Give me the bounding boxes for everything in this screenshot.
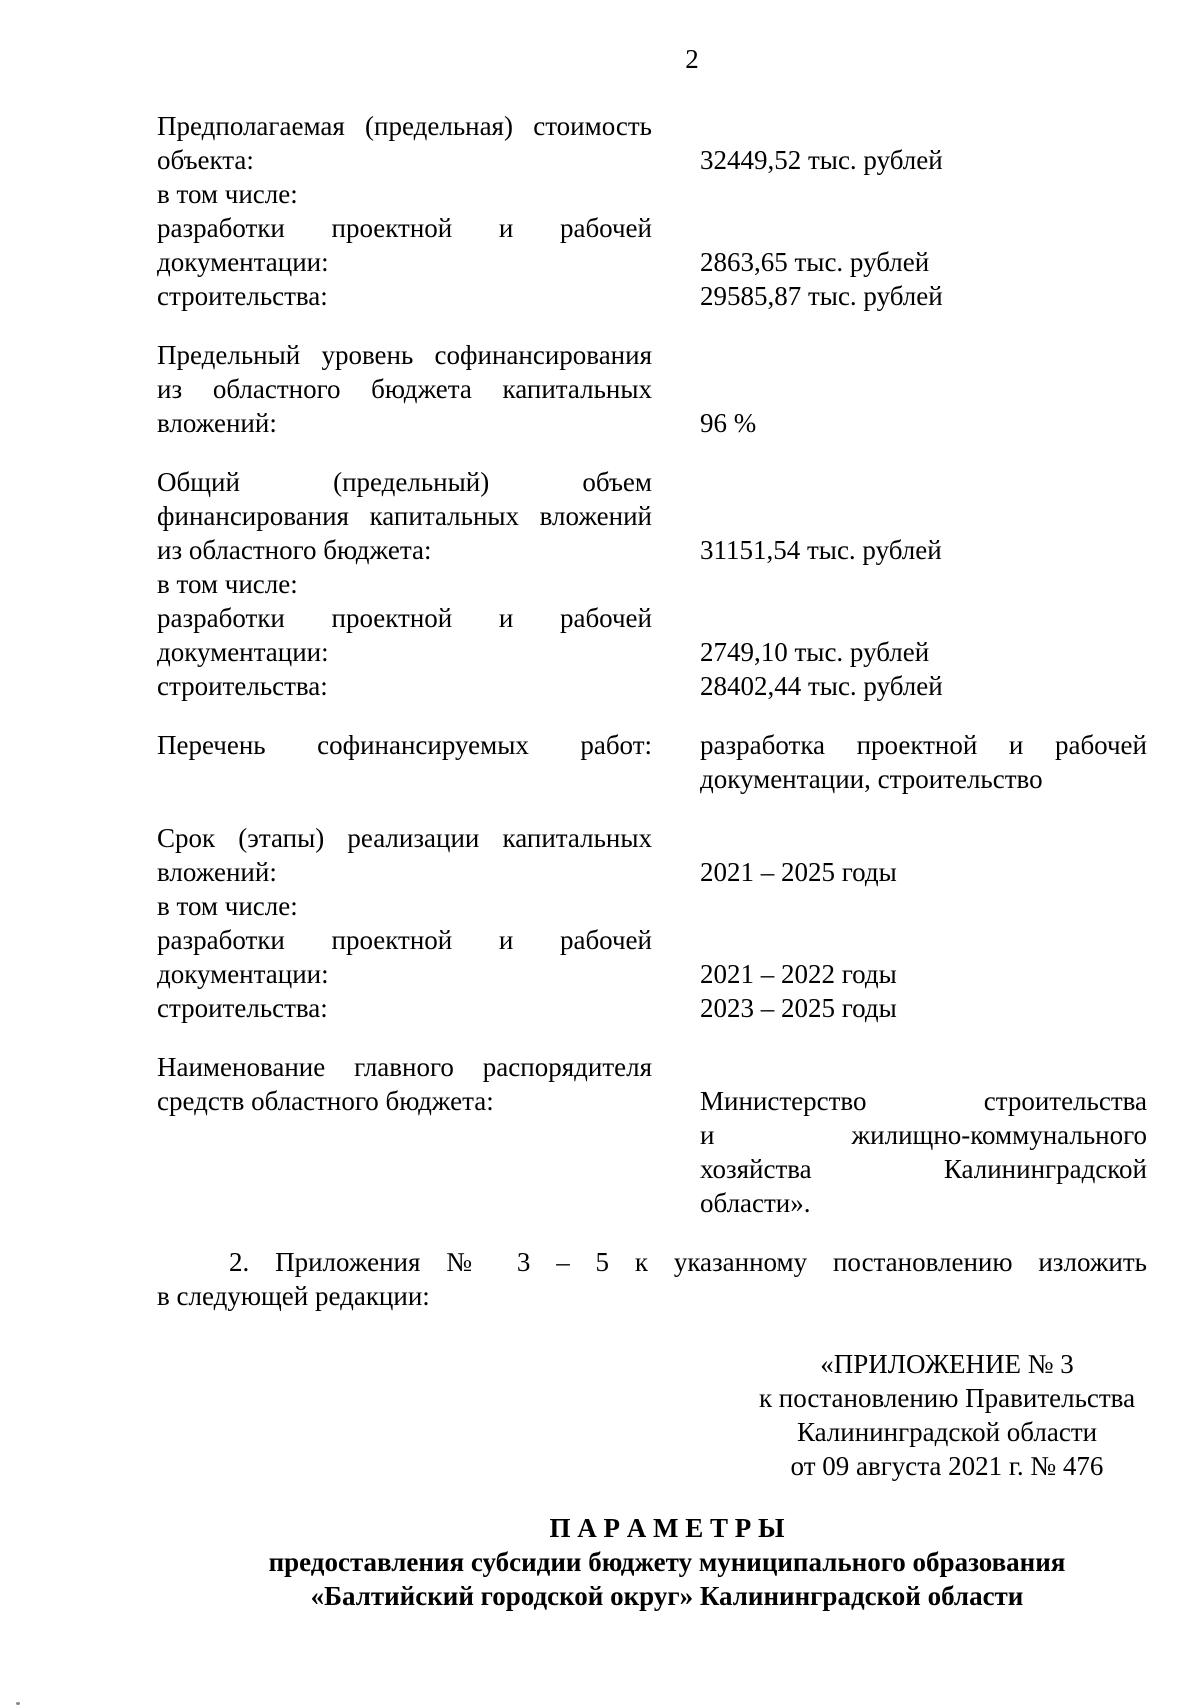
amendment-paragraph (157, 1245, 1147, 1313)
value-cell (700, 465, 1147, 499)
label-cell (157, 1152, 652, 1186)
value-cell (700, 211, 1147, 245)
table-row (157, 499, 1147, 533)
value-cell (700, 821, 1147, 855)
label-cell: разработки проектной и рабочей (157, 603, 652, 633)
value-cell: документации, строительство (700, 764, 1043, 794)
value-cell: области». (700, 1188, 811, 1218)
value-cell: 2863,65 тыс. рублей (700, 247, 930, 277)
label-cell: из областного бюджета: (157, 535, 432, 565)
value-cell: 2749,10 тыс. рублей (700, 637, 930, 667)
value-cell: Министерство строительства (700, 1086, 1147, 1116)
table-row (157, 143, 1147, 177)
table-row (157, 923, 1147, 957)
table-row (157, 635, 1147, 669)
table-row (157, 372, 1147, 406)
label-cell: строительства: (157, 671, 328, 701)
value-cell: 2023 – 2025 годы (700, 993, 897, 1023)
label-cell: из областного бюджета капитальных (157, 374, 652, 404)
table-row (157, 991, 1147, 1025)
value-cell: хозяйства Калининградской (700, 1154, 1147, 1184)
value-cell: 29585,87 тыс. рублей (700, 281, 943, 311)
value-cell: 32449,52 тыс. рублей (700, 145, 943, 175)
title-line: П А Р А М Е Т Р Ы (549, 1513, 785, 1543)
table-row (157, 889, 1147, 923)
label-cell: Перечень софинансируемых работ: (157, 730, 652, 760)
value-cell (700, 499, 1147, 533)
value-cell (700, 338, 1147, 372)
scan-artifact-dot (16, 1702, 20, 1705)
value-cell: 2021 – 2022 годы (700, 959, 897, 989)
value-cell: 2021 – 2025 годы (700, 857, 897, 887)
label-cell: в том числе: (157, 569, 298, 599)
label-cell: документации: (157, 637, 329, 667)
value-cell: разработка проектной и рабочей (700, 730, 1147, 760)
label-cell: разработки проектной и рабочей (157, 925, 652, 955)
title-line: предоставления субсидии бюджету муниципального образования (268, 1547, 1066, 1577)
label-cell: Предполагаемая (предельная) стоимость (157, 111, 652, 141)
value-cell: 31151,54 тыс. рублей (700, 535, 942, 565)
value-cell (700, 1050, 1147, 1084)
table-row (157, 465, 1147, 499)
value-cell (700, 177, 1147, 211)
label-cell: Наименование главного распорядителя (157, 1052, 652, 1082)
table-row (157, 957, 1147, 991)
table-row (157, 1084, 1147, 1118)
table-row (157, 245, 1147, 279)
label-cell (157, 1118, 652, 1152)
amendment-line: в следующей редакции: (157, 1281, 430, 1311)
label-cell: строительства: (157, 993, 328, 1023)
table-row (157, 1152, 1147, 1186)
appendix-line: к постановлению Правительства (758, 1383, 1136, 1413)
value-cell: 28402,44 тыс. рублей (700, 671, 943, 701)
label-cell: вложений: (157, 857, 277, 887)
label-cell: в том числе: (157, 891, 298, 921)
table-row (157, 821, 1147, 855)
appendix-line: Калининградской области (796, 1417, 1098, 1447)
label-cell: документации: (157, 959, 329, 989)
label-cell: Срок (этапы) реализации капитальных (157, 823, 652, 853)
table-row (157, 279, 1147, 313)
value-cell: 96 % (700, 408, 757, 438)
label-cell (157, 762, 652, 796)
label-cell: разработки проектной и рабочей (157, 213, 652, 243)
table-row (157, 762, 1147, 796)
table-row (157, 406, 1147, 440)
value-cell (700, 372, 1147, 406)
label-cell: объекта: (157, 145, 254, 175)
value-cell (700, 567, 1147, 601)
label-cell: средств областного бюджета: (157, 1086, 494, 1116)
appendix-line: «ПРИЛОЖЕНИЕ № 3 (820, 1349, 1074, 1379)
table-row (157, 728, 1147, 762)
value-cell (700, 923, 1147, 957)
label-cell: в том числе: (157, 179, 298, 209)
table-row (157, 109, 1147, 143)
label-cell: Общий (предельный) объем (157, 467, 652, 497)
table-row (157, 533, 1147, 567)
amendment-line: 2. Приложения № 3 – 5 к указанному постановлению изложить (229, 1247, 1147, 1277)
table-row (157, 338, 1147, 372)
table-row (157, 855, 1147, 889)
appendix-line: от 09 августа 2021 г. № 476 (790, 1451, 1104, 1481)
table-row (157, 1118, 1147, 1152)
title-line: «Балтийский городской округ» Калининградской области (310, 1581, 1024, 1611)
table-row (157, 211, 1147, 245)
value-cell: и жилищно-коммунального (700, 1120, 1147, 1150)
table-row (157, 567, 1147, 601)
appendix-header (747, 1347, 1147, 1483)
table-row (157, 669, 1147, 703)
table-row (157, 1050, 1147, 1084)
label-cell: финансирования капитальных вложений (157, 501, 652, 531)
table-row (157, 601, 1147, 635)
table-row (157, 177, 1147, 211)
page-number: 2 (685, 44, 699, 74)
label-cell: Предельный уровень софинансирования (157, 340, 652, 370)
parameters-table (157, 109, 1147, 1220)
table-row (157, 1186, 1147, 1220)
label-cell: документации: (157, 247, 329, 277)
value-cell (700, 889, 1147, 923)
value-cell (700, 109, 1147, 143)
label-cell: вложений: (157, 408, 277, 438)
label-cell (157, 1186, 652, 1220)
document-title (157, 1511, 1147, 1613)
label-cell: строительства: (157, 281, 328, 311)
value-cell (700, 601, 1147, 635)
